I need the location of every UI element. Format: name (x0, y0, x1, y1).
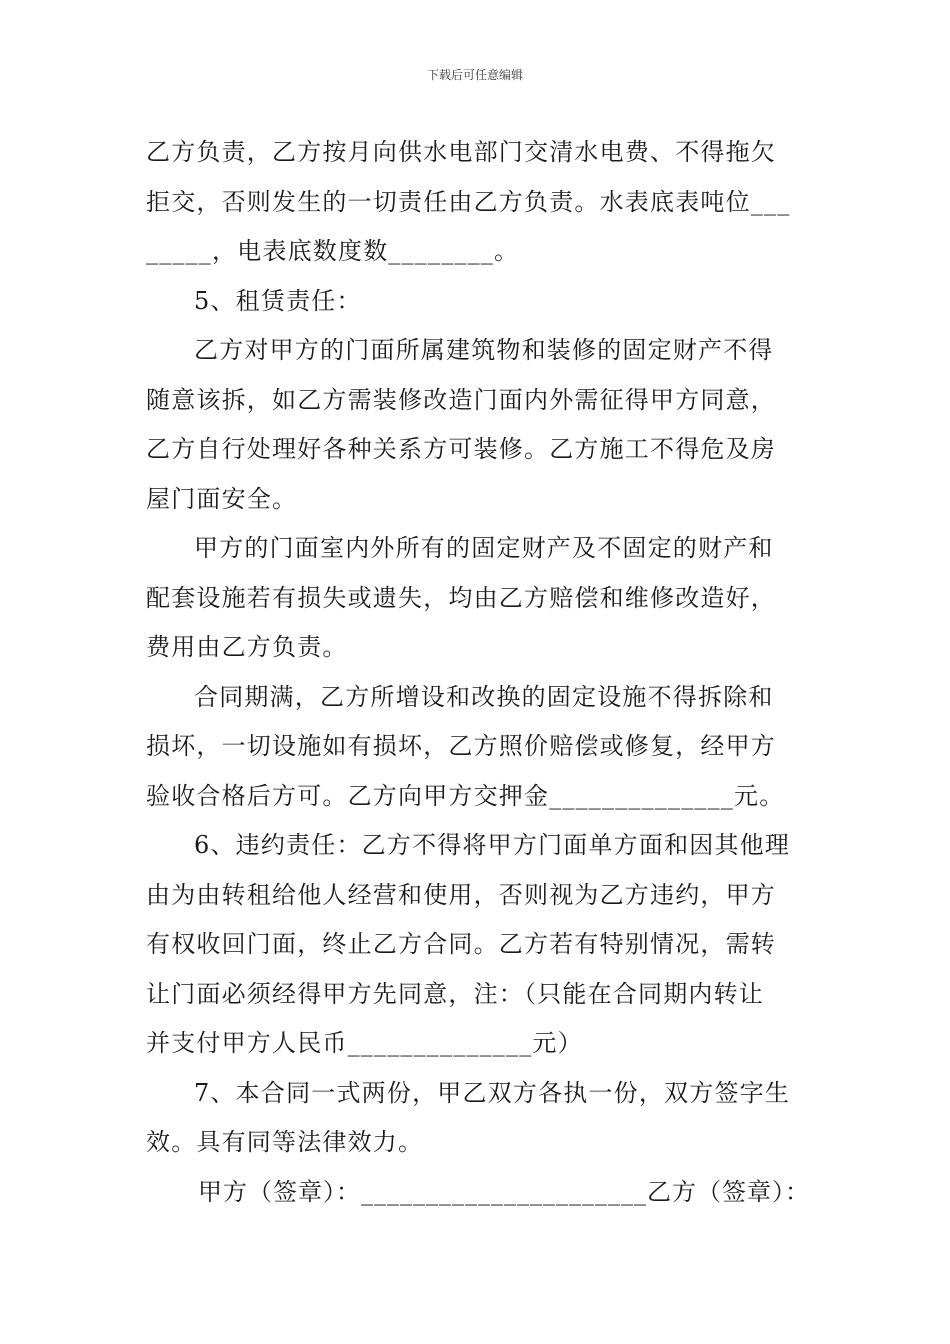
text-line: 验收合格后方可。乙方向甲方交押金______________元。 (146, 781, 785, 810)
text-line: 由为由转租给他人经营和使用，否则视为乙方违约，甲方 (146, 880, 776, 909)
text-line: 乙方自行处理好各种关系方可装修。乙方施工不得危及房 (146, 435, 776, 463)
text-line: 费用由乙方负责。 (146, 633, 348, 661)
text-line: 并支付甲方人民币______________元） (146, 1029, 583, 1057)
text-line: 配套设施若有损失或遗失，均由乙方赔偿和维修改造好， (146, 583, 776, 612)
clause-heading-6: 6、违约责任：乙方不得将甲方门面单方面和因其他理 (194, 831, 791, 859)
text-line: 损坏，一切设施如有损坏，乙方照价赔偿或修复，经甲方 (146, 732, 776, 760)
clause-heading-7: 7、本合同一式两份，甲乙双方各执一份，双方签字生 (194, 1078, 791, 1107)
text-line: 效。具有同等法律效力。 (146, 1128, 424, 1156)
paragraph-start: 乙方对甲方的门面所属建筑物和装修的固定财产不得 (194, 336, 774, 364)
signature-line: 甲方（签章）：______________________乙方（签章）： (198, 1177, 810, 1206)
text-line: 拒交，否则发生的一切责任由乙方负责。水表底表吨位___ (146, 187, 791, 216)
text-line: 让门面必须经得甲方先同意，注：（只能在合同期内转让 (146, 979, 764, 1008)
text-line: _____，电表底数度数________。 (146, 237, 520, 265)
text-line: 随意该拆，如乙方需装修改造门面内外需征得甲方同意， (146, 385, 776, 414)
paragraph-start: 甲方的门面室内外所有的固定财产及不固定的财产和 (194, 534, 774, 562)
clause-heading-5: 5、租赁责任： (194, 286, 362, 315)
contract-body (146, 128, 810, 1217)
text-line: 有权收回门面，终止乙方合同。乙方若有特别情况，需转 (146, 930, 776, 958)
paragraph-start: 合同期满，乙方所增设和改换的固定设施不得拆除和 (194, 682, 774, 711)
text-line: 屋门面安全。 (146, 484, 298, 513)
text-line: 乙方负责，乙方按月向供水电部门交清水电费、不得拖欠 (146, 138, 776, 166)
page-header-note: 下载后可任意编辑 (426, 68, 523, 82)
